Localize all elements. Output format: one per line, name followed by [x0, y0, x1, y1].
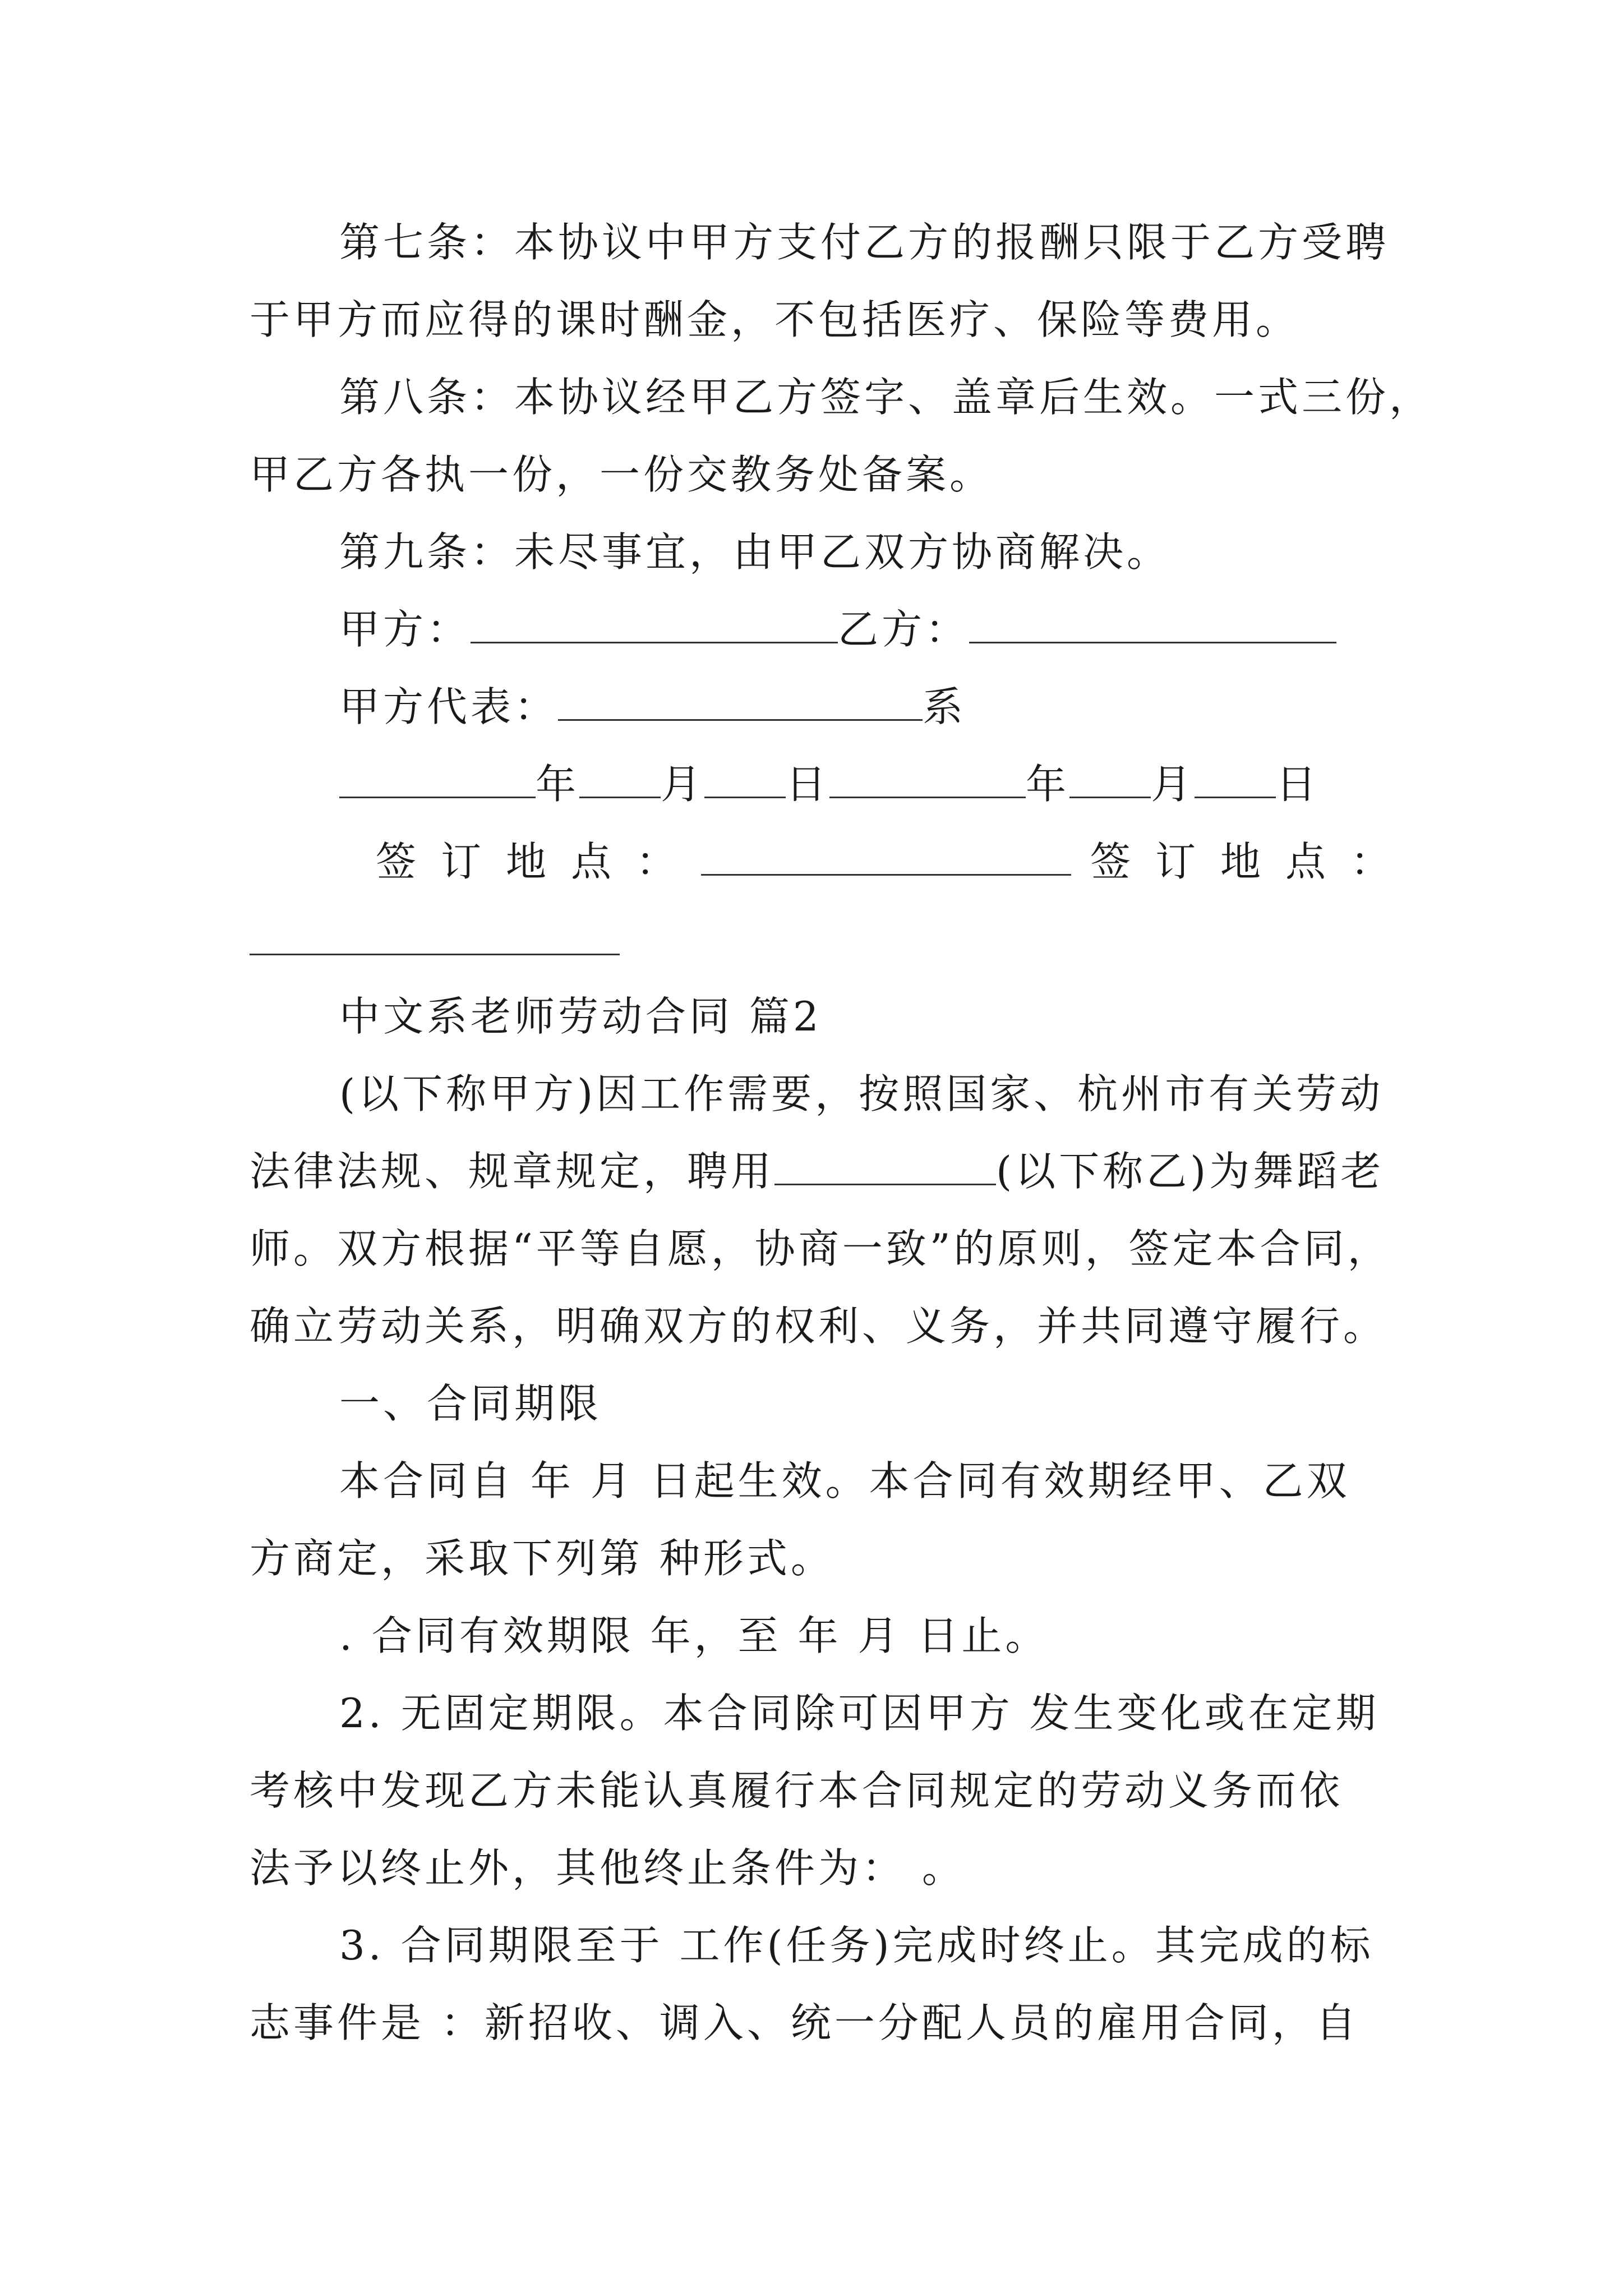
intro-line-2 [250, 1143, 1394, 1199]
year-label-a: 年 [536, 761, 580, 808]
year-blank-a [339, 762, 536, 798]
teacher-name-blank [774, 1149, 996, 1185]
month-label-a: 月 [661, 761, 705, 808]
party-a-label: 甲方： [339, 606, 471, 653]
representative-row [339, 679, 1483, 735]
term-item-3-line-2: 志事件是 ：新招收、调入、统一分配人员的雇用合同，自 [250, 1999, 1359, 2046]
day-label-a: 日 [786, 761, 830, 808]
article-9-line-1: 第九条：未尽事宜，由甲乙双方协商解决。 [339, 528, 1171, 576]
signing-place-label-a: 签订地点： [376, 838, 702, 885]
term-paragraph-line-2: 方商定，采取下列第 种形式。 [250, 1535, 834, 1582]
party-a-blank [471, 607, 838, 643]
intro-line-1: (以下称甲方)因工作需要，按照国家、杭州市有关劳动 [339, 1070, 1384, 1117]
signing-place-blank-b [250, 954, 620, 955]
part-2-title: 中文系老师劳动合同 篇2 [339, 993, 822, 1040]
intro-line-2-end: (以下称乙)为舞蹈老 [996, 1148, 1385, 1195]
term-paragraph-line-1: 本合同自 年 月 日起生效。本合同有效期经甲、乙双 [339, 1457, 1350, 1504]
signing-place-label-b: 签订地点： [1090, 838, 1416, 885]
article-7-line-1: 第七条：本协议中甲方支付乙方的报酬只限于乙方受聘 [339, 219, 1390, 266]
intro-line-2-start: 法律法规、规章规定，聘用 [250, 1148, 775, 1195]
month-blank-a [579, 762, 661, 798]
term-item-2-line-3: 法予以终止外，其他终止条件为： 。 [250, 1844, 966, 1892]
intro-line-3: 师。双方根据“平等自愿，协商一致”的原则，签定本合同， [250, 1225, 1391, 1272]
year-label-b: 年 [1026, 761, 1070, 808]
representative-blank [558, 684, 923, 721]
party-b-label: 乙方： [838, 606, 970, 653]
month-label-b: 月 [1151, 761, 1195, 808]
party-b-blank [969, 607, 1336, 643]
signing-place-blank-a [701, 839, 1071, 876]
term-item-2-line-1: 2. 无固定期限。本合同除可因甲方 发生变化或在定期 [339, 1690, 1380, 1737]
term-item-1: . 合同有效期限 年，至 年 月 日止。 [339, 1612, 1049, 1659]
intro-line-4: 确立劳动关系，明确双方的权利、义务，并共同遵守履行。 [250, 1303, 1387, 1350]
term-item-2-line-2: 考核中发现乙方未能认真履行本合同规定的劳动义务而依 [250, 1767, 1344, 1814]
signing-place-row [376, 834, 1520, 890]
day-label-b: 日 [1276, 761, 1320, 808]
term-item-3-line-1: 3. 合同期限至于 工作(任务)完成时终止。其完成的标 [339, 1922, 1374, 1969]
article-8-line-1: 第八条：本协议经甲乙方签字、盖章后生效。一式三份， [339, 374, 1433, 421]
date-row [339, 756, 1483, 812]
department-label: 系 [923, 683, 967, 730]
year-blank-b [829, 762, 1026, 798]
month-blank-b [1069, 762, 1151, 798]
article-8-line-2: 甲乙方各执一份，一份交教务处备案。 [250, 451, 994, 498]
section-1-heading: 一、合同期限 [339, 1380, 602, 1427]
day-blank-b [1195, 762, 1276, 798]
article-7-line-2: 于甲方而应得的课时酬金，不包括医疗、保险等费用。 [250, 296, 1300, 343]
day-blank-a [704, 762, 786, 798]
party-signature-row [339, 601, 1483, 657]
representative-label: 甲方代表： [339, 683, 559, 730]
